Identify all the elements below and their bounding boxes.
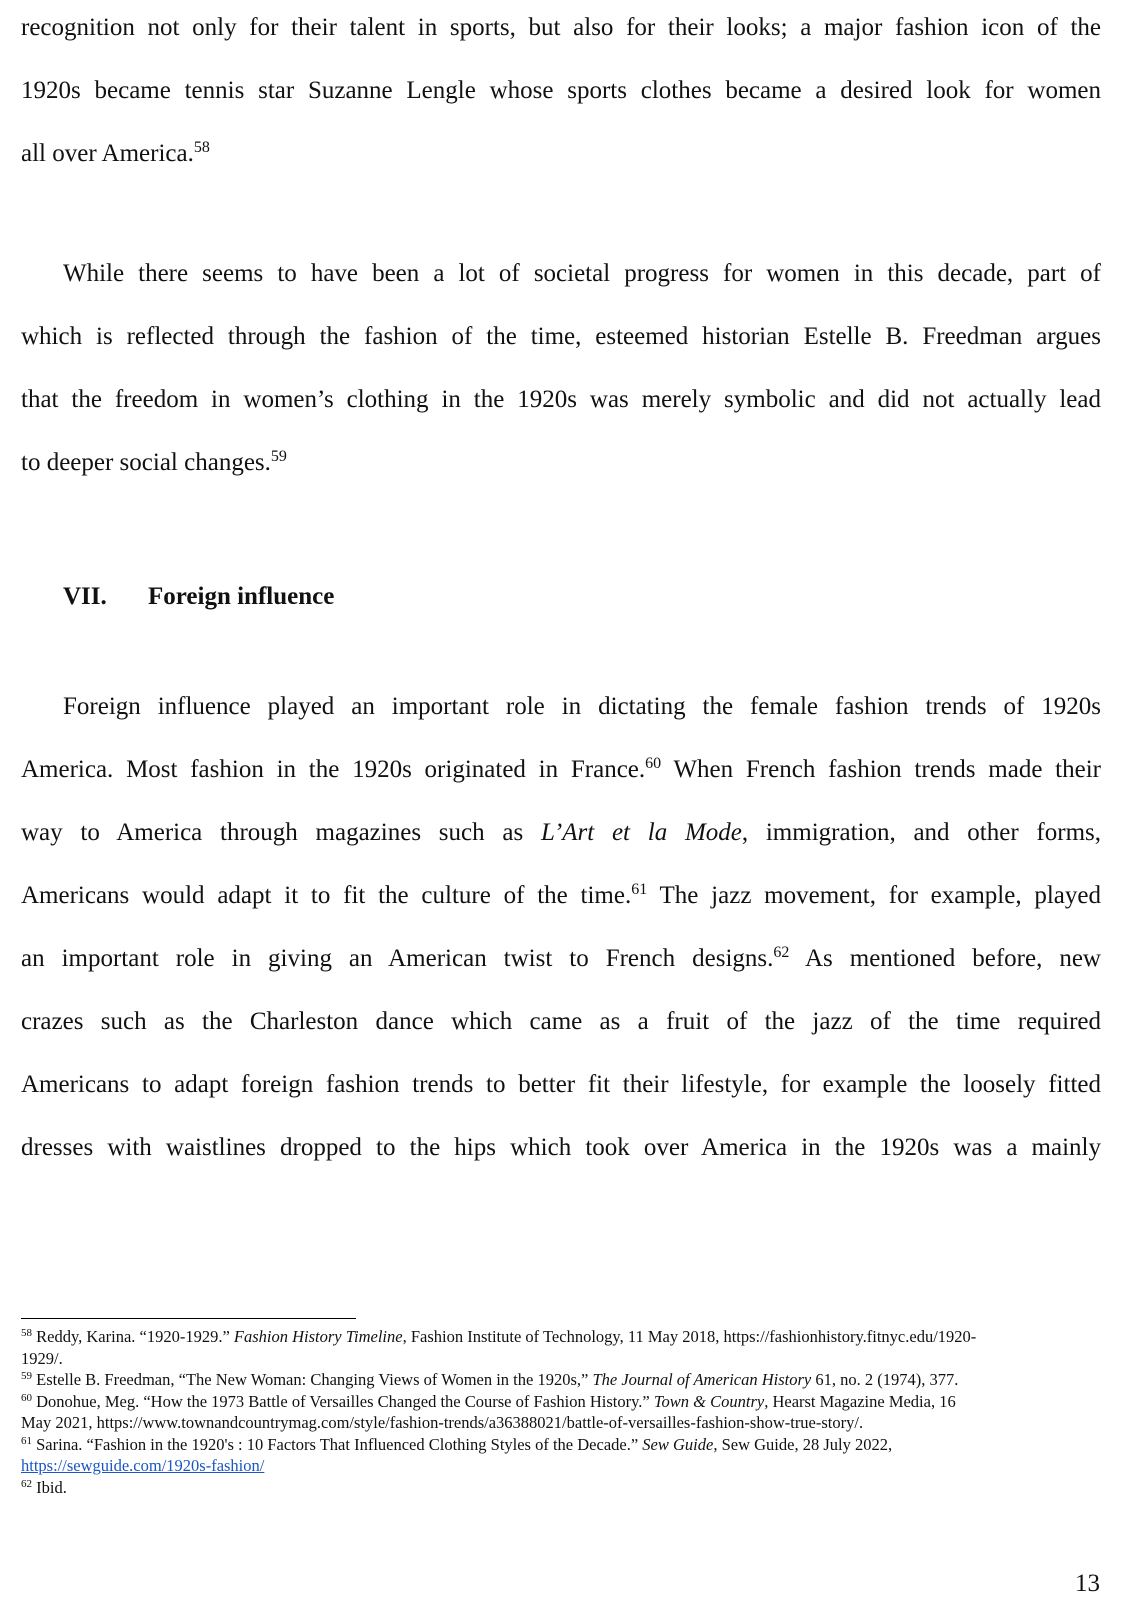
- footnote-italic: Town & Country: [653, 1391, 765, 1411]
- text-line: Americans to adapt foreign fashion trends to better fit their lifestyle, for example the loosely fitted: [21, 1071, 1101, 1098]
- section-title: Foreign influence: [148, 583, 335, 610]
- paragraph-freedman: [21, 246, 1101, 498]
- text-run: , immigration, and other forms,: [741, 819, 1101, 846]
- footnote-text: Sarina. “Fashion in the 1920's : 10 Factors That Influenced Clothing Styles of the Decade.”: [32, 1434, 643, 1454]
- footnote-ref-61[interactable]: 61: [631, 881, 648, 898]
- footnote-number: 59: [21, 1370, 32, 1382]
- footnote-italic: Fashion History Timeline: [233, 1327, 403, 1346]
- footnote-text: Estelle B. Freedman, “The New Woman: Changing Views of Women in the 1920s,”: [32, 1370, 593, 1389]
- text-run: way to America through magazines such as: [21, 819, 541, 846]
- text-line: which is reflected through the fashion of the time, esteemed historian Estelle B. Freedman argues: [21, 323, 1101, 350]
- footnote-link[interactable]: https://sewguide.com/1920s-fashion/: [21, 1456, 265, 1475]
- text-run: to deeper social changes.: [21, 449, 271, 476]
- footnote-text: , Fashion Institute of Technology, 11 May 2018, https://fashionhistory.fitnyc.edu/1920-: [402, 1327, 977, 1346]
- footnote-line: [21, 1391, 1106, 1413]
- footnote-text: Donohue, Meg. “How the 1973 Battle of Versailles Changed the Course of Fashion History.”: [32, 1391, 654, 1411]
- text-line: dresses with waistlines dropped to the hips which took over America in the 1920s was a mainly: [21, 1134, 1101, 1161]
- footnote-text: Ibid.: [32, 1477, 67, 1497]
- magazine-title: L’Art et la Mode: [540, 819, 742, 846]
- text-run: an important role in giving an American twist to French designs.: [21, 945, 774, 972]
- footnotes: [21, 1326, 1106, 1498]
- text-line: 1920s became tennis star Suzanne Lengle whose sports clothes became a desired look for women: [21, 77, 1101, 104]
- paragraph-foreign-influence: [21, 679, 1101, 1183]
- text-run: As mentioned before, new: [789, 945, 1101, 972]
- text-run: Americans would adapt it to fit the culture of the time.: [21, 882, 632, 909]
- footnote-line: [21, 1434, 1106, 1456]
- text-run: all over America.: [21, 140, 194, 167]
- footnote-ref-58[interactable]: 58: [193, 139, 210, 156]
- footnote-line: [21, 1477, 1106, 1499]
- text-line: [21, 805, 1101, 868]
- footnote-line: [21, 1455, 1106, 1477]
- footnote-line: May 2021, https://www.townandcountrymag.com/style/fashion-trends/a36388021/battle-of-versailles-fashion-show-true-story/.: [21, 1413, 864, 1432]
- text-line: [21, 868, 1101, 931]
- text-line: While there seems to have been a lot of societal progress for women in this decade, part of: [63, 260, 1101, 287]
- footnote-text: Reddy, Karina. “1920-1929.”: [32, 1327, 234, 1346]
- footnote-62: [21, 1477, 1106, 1499]
- text-line: Foreign influence played an important role in dictating the female fashion trends of 1920s: [63, 693, 1101, 720]
- footnote-line: [21, 1369, 1106, 1391]
- text-run: When French fashion trends made their: [661, 756, 1101, 783]
- footnote-number: 58: [21, 1327, 32, 1339]
- footnote-60: [21, 1391, 1106, 1434]
- footnote-text: 61, no. 2 (1974), 377.: [811, 1370, 959, 1389]
- text-line: [21, 742, 1101, 805]
- footnote-ref-59[interactable]: 59: [270, 448, 287, 465]
- footnote-italic: The Journal of American History: [592, 1370, 812, 1389]
- text-line: [21, 126, 1101, 189]
- footnote-line: 1929/.: [21, 1348, 63, 1368]
- paragraph-continuation: [21, 0, 1101, 189]
- text-line: [21, 931, 1101, 994]
- text-run: America. Most fashion in the 1920s originated in France.: [21, 756, 646, 783]
- text-run: The jazz movement, for example, played: [647, 882, 1102, 909]
- footnote-61: [21, 1434, 1106, 1477]
- footnote-ref-62[interactable]: 62: [773, 944, 790, 961]
- footnote-number: 62: [21, 1477, 32, 1490]
- text-line: that the freedom in women’s clothing in the 1920s was merely symbolic and did not actually lead: [21, 386, 1101, 413]
- footnote-text: , Hearst Magazine Media, 16: [764, 1391, 956, 1411]
- section-number: VII.: [63, 583, 107, 610]
- footnote-number: 60: [21, 1391, 32, 1404]
- footnote-italic: Sew Guide: [642, 1434, 714, 1454]
- text-line: [21, 435, 1101, 498]
- text-line: crazes such as the Charleston dance which came as a fruit of the jazz of the time required: [21, 1008, 1101, 1035]
- footnote-separator: [21, 1318, 356, 1319]
- footnote-ref-60[interactable]: 60: [645, 755, 662, 772]
- text-line: recognition not only for their talent in sports, but also for their looks; a major fashion icon of the: [21, 14, 1101, 41]
- page-number: 13: [1075, 1570, 1100, 1597]
- footnote-number: 61: [21, 1434, 32, 1447]
- footnote-line: [21, 1326, 1106, 1348]
- footnote-58: [21, 1326, 1106, 1369]
- footnote-text: , Sew Guide, 28 July 2022,: [713, 1434, 893, 1454]
- section-heading: [63, 583, 334, 611]
- footnote-59: [21, 1369, 1106, 1391]
